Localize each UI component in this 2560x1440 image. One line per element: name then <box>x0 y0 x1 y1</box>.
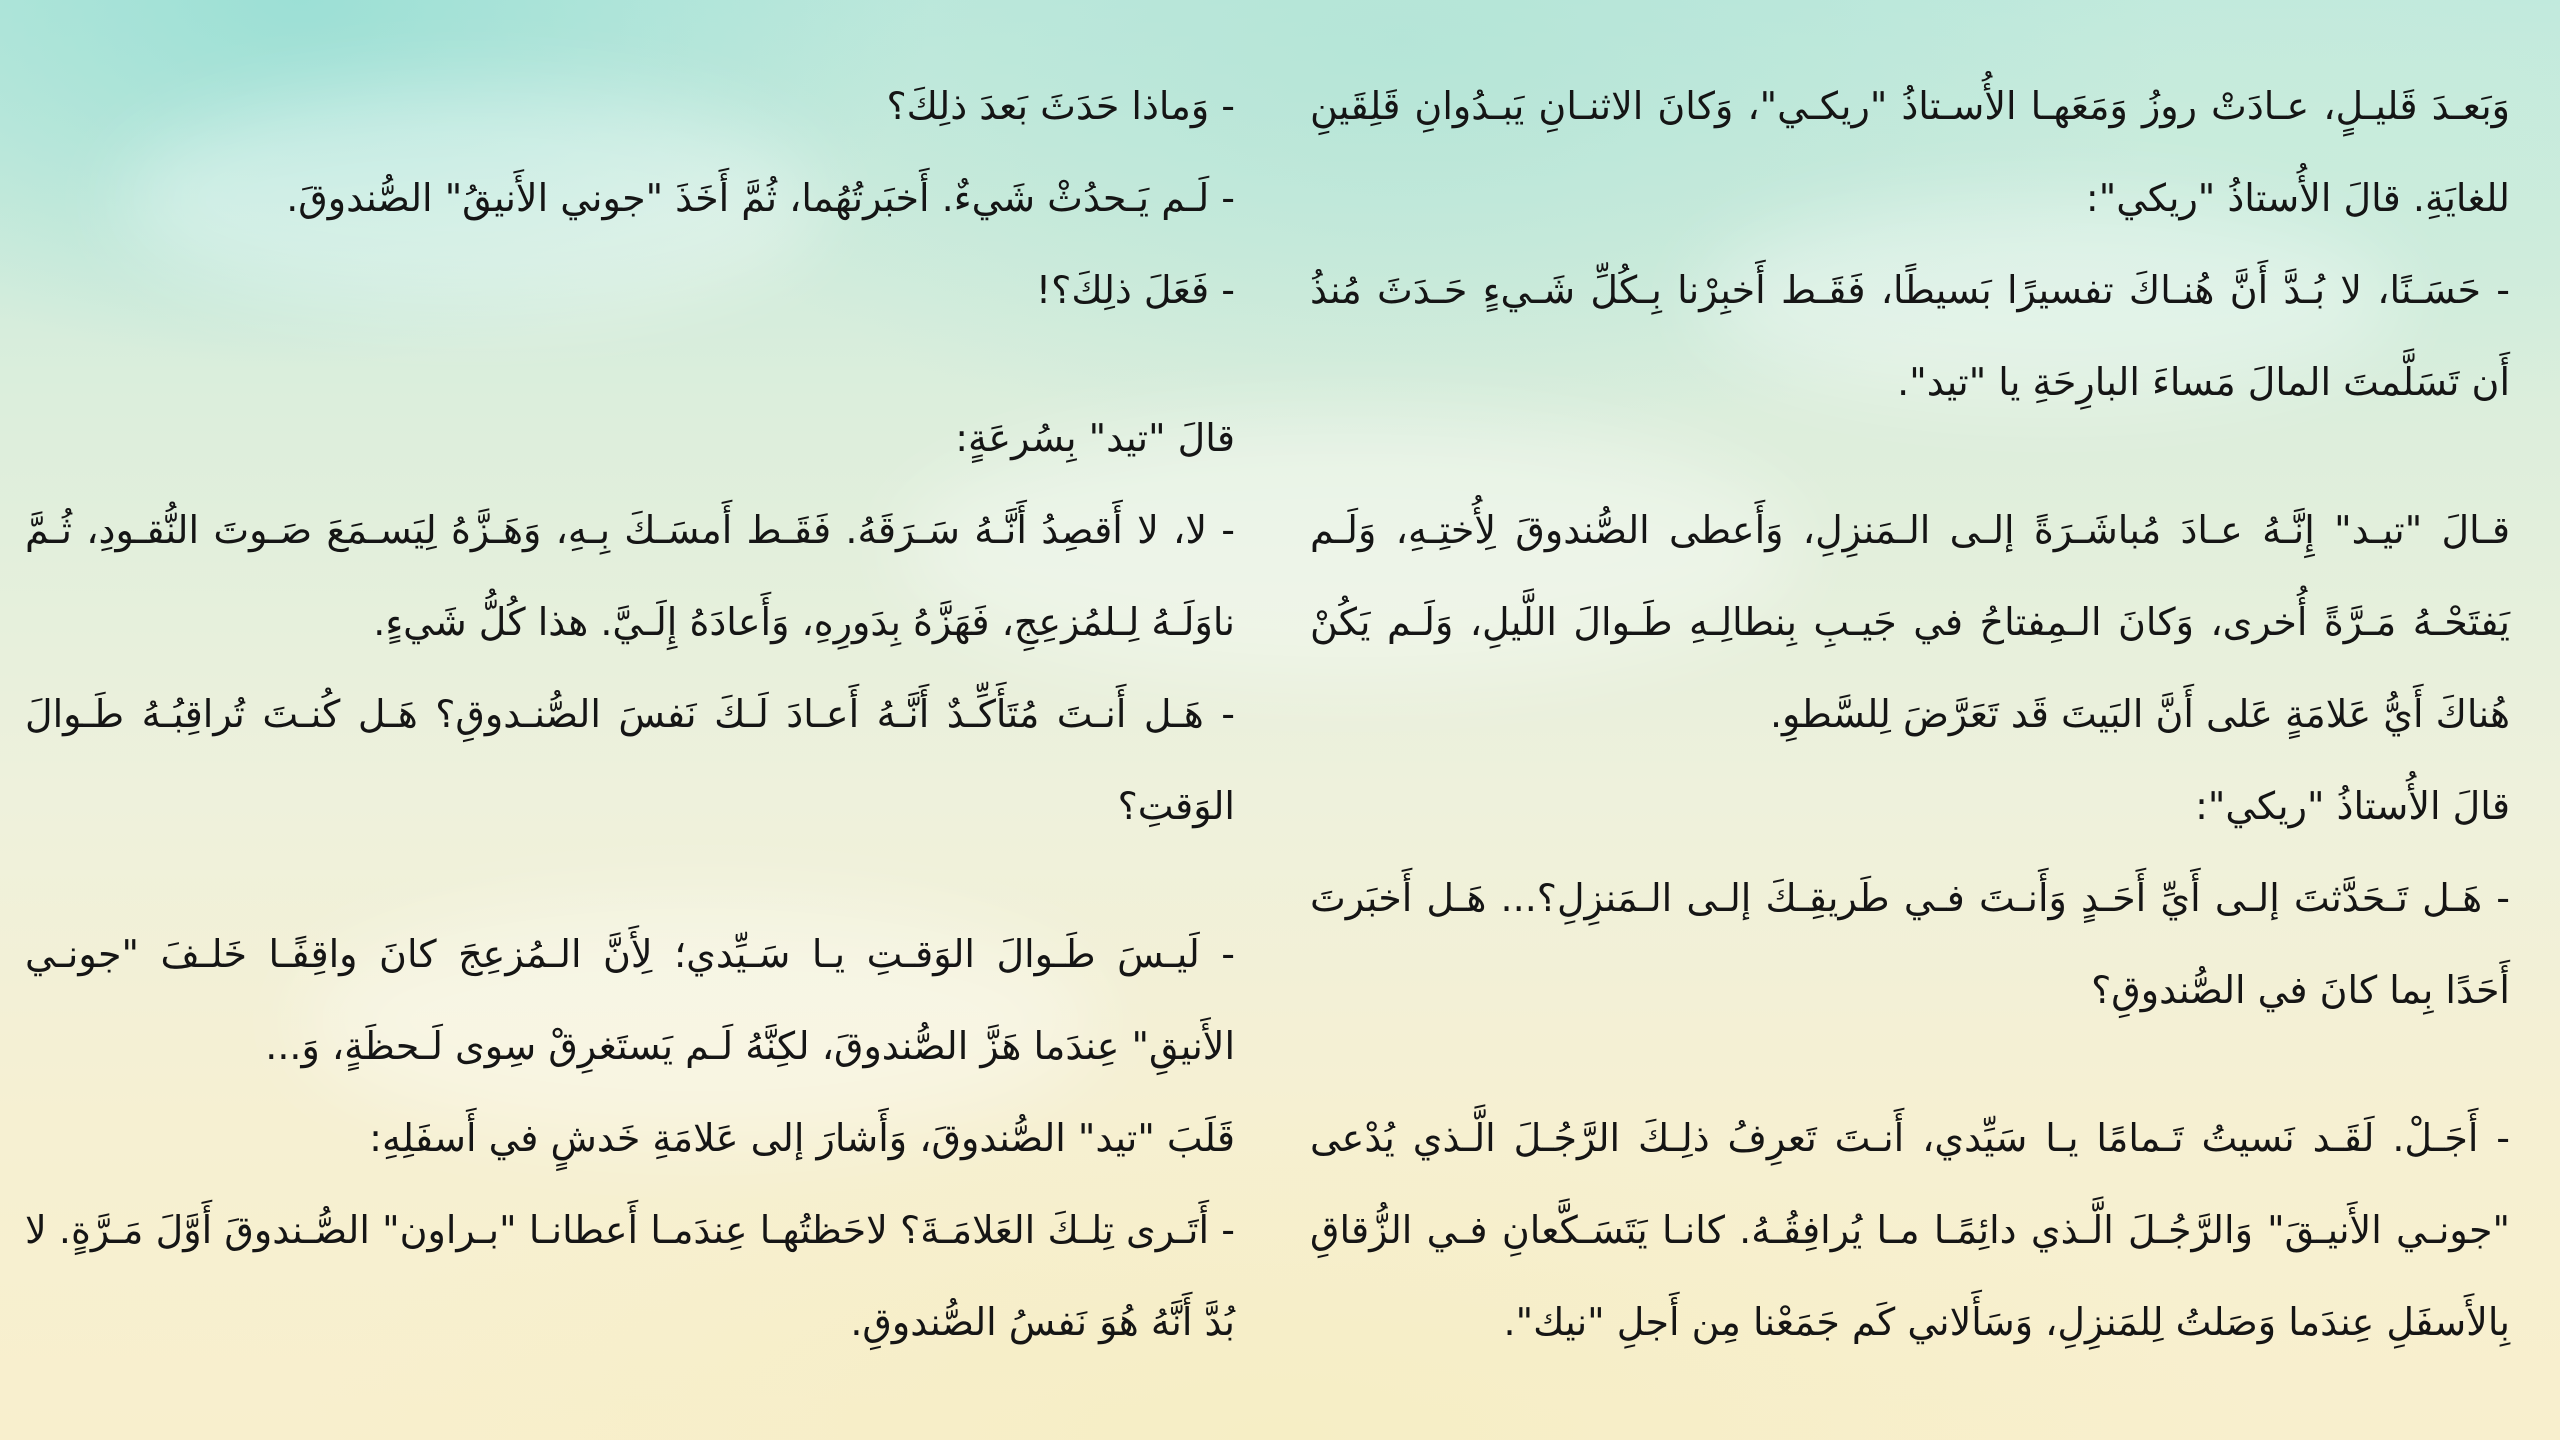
dialogue-line: - حَسَـنًا، لا بُـدَّ أَنَّ هُنـاكَ تفسيرًا بَسيطًا، فَقَـط أَخبِرْنا بِـكُلِّ شَـيءٍ حَـدَثَ مُنذُ أَن تَسَلَّمتَ المالَ مَساءَ البارِحَةِ يا "تيد". <box>1310 268 2510 404</box>
left-text-column <box>25 60 1235 1368</box>
dialogue-line: - هَـل تَـحَدَّثتَ إلـى أَيِّ أَحَـدٍ وَأَنـتَ فـي طَريقِـكَ إلـى الـمَنزِلِ؟... هَـل أَخبَرتَ أَحَدًا بِما كانَ في الصُّندوقِ؟ <box>1310 876 2510 1012</box>
dialogue-line: - لَيـسَ طَـوالَ الوَقـتِ يـا سَـيِّدي؛ لِأَنَّ الـمُزعِجَ كانَ واقِفًـا خَلـفَ "جونـي الأَنيقِ" عِندَما هَزَّ الصُّندوقَ، لكِنَّهُ لَـم يَستَغرِقْ سِوى لَـحظَةٍ، وَ... <box>25 932 1235 1068</box>
dialogue-line: - أَجَـلْ. لَقَـد نَسيتُ تَـمامًا يـا سَيِّدي، أَنـتَ تَعرِفُ ذلِـكَ الرَّجُـلَ الَّـذي يُدْعى "جونـي الأَنيـقَ" وَالرَّجُـلَ الَّـذي دائِمًـا مـا يُرافِقُـهُ. كانـا يَتَسَـكَّعانِ فـي الزُّقاقِ بِالأَسفَلِ عِندَما وَصَلتُ لِلمَنزِلِ، وَسَأَلاني كَم جَمَعْنا مِن أَجلِ "نيك". <box>1310 1116 2510 1344</box>
paragraph: قـالَ "تيـد" إِنَّـهُ عـادَ مُباشَـرَةً إلـى الـمَنزِلِ، وَأَعطى الصُّندوقَ لِأُختِـهِ، وَلَـم يَفتَحْـهُ مَـرَّةً أُخرى، وَكانَ الـمِفتاحُ في جَيـبِ بِنطالِـهِ طَـوالَ اللَّيلِ، وَلَـم يَكُنْ هُناكَ أَيُّ عَلامَةٍ عَلى أَنَّ البَيتَ قَد تَعَرَّضَ لِلسَّطوِ. <box>1310 508 2510 736</box>
dialogue-line: - هَـل أَنـتَ مُتَأَكِّـدٌ أَنَّـهُ أَعـادَ لَـكَ نَفسَ الصُّنـدوقِ؟ هَـل كُنـتَ تُراقِبُـهُ طَـوالَ الوَقتِ؟ <box>25 692 1235 828</box>
dialogue-line: - لَـم يَـحدُثْ شَيءٌ. أَخبَرتُهُما، ثُمَّ أَخَذَ "جوني الأَنيقُ" الصُّندوقَ. <box>286 176 1235 220</box>
paragraph: قَلَبَ "تيد" الصُّندوقَ، وَأَشارَ إلى عَلامَةِ خَدشٍ في أَسفَلِهِ: <box>369 1116 1235 1160</box>
paragraph: وَبَعـدَ قَليـلٍ، عـادَتْ روزُ وَمَعَهـا الأُسـتاذُ "ريكـي"، وَكانَ الاثنـانِ يَبـدُوانِ قَلِقَينِ للغايَةِ. قالَ الأُستاذُ "ريكي": <box>1310 84 2510 220</box>
dialogue-line: - وَماذا حَدَثَ بَعدَ ذلِكَ؟ <box>886 84 1235 128</box>
dialogue-line: - لا، لا أَقصِدُ أَنَّـهُ سَـرَقَهُ. فَقَـط أَمسَـكَ بِـهِ، وَهَـزَّهُ لِيَسـمَعَ صَـوتَ النُّقـودِ، ثُـمَّ ناوَلَـهُ لِـلمُزعِجِ، فَهَزَّهُ بِدَورِهِ، وَأَعادَهُ إِلَـيَّ. هذا كُلُّ شَيءٍ. <box>25 508 1235 644</box>
right-text-column <box>1310 60 2510 1368</box>
paragraph: قالَ "تيد" بِسُرعَةٍ: <box>955 416 1235 460</box>
paragraph: قالَ الأُستاذُ "ريكي": <box>2195 784 2510 828</box>
dialogue-line: - أَتَـرى تِلـكَ العَلامَـةَ؟ لاحَظتُهـا عِندَمـا أَعطانـا "بـراون" الصُّـندوقَ أَوَّلَ مَـرَّةٍ. لا بُدَّ أَنَّهُ هُوَ نَفسُ الصُّندوقِ. <box>25 1208 1235 1344</box>
dialogue-line: - فَعَلَ ذلِكَ؟! <box>1035 268 1235 312</box>
